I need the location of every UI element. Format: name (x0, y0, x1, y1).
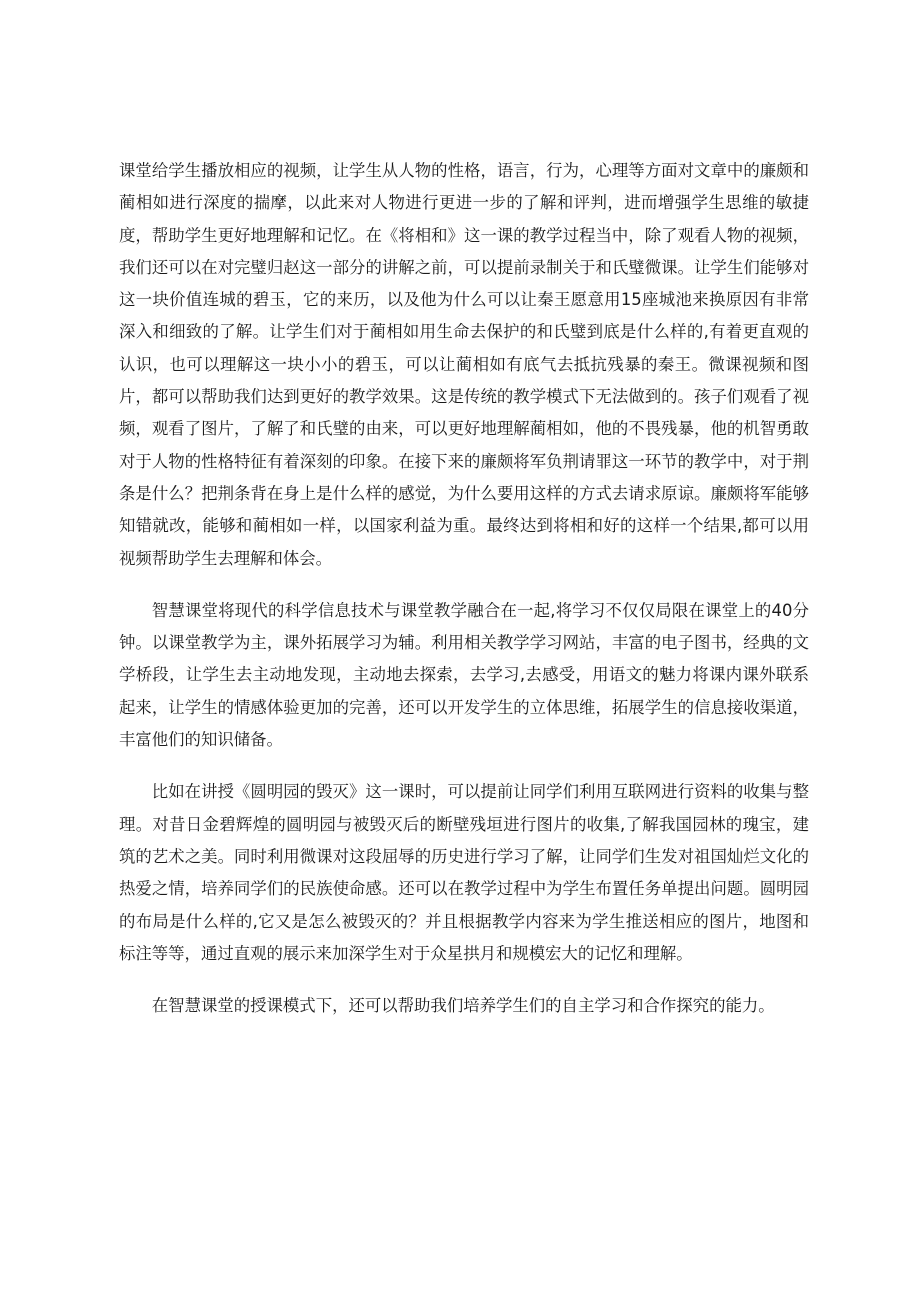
document-body (119, 155, 809, 1022)
paragraph-3: 比如在讲授《圆明园的毁灭》这一课时，可以提前让同学们利用互联网进行资料的收集与整理。对昔日金碧辉煌的圆明园与被毁灭后的断壁残垣进行图片的收集,了解我国园林的瑰宝，建筑的艺术之美。同时利用微课对这段屈辱的历史进行学习了解，让同学们生发对祖国灿烂文化的热爱之情，培养同学们的民族使命感。还可以在教学过程中为学生布置任务单提出问题。圆明园的布局是什么样的,它又是怎么被毁灭的？并且根据教学内容来为学生推送相应的图片，地图和标注等等，通过直观的展示来加深学生对于众星拱月和规模宏大的记忆和理解。 (119, 782, 809, 963)
paragraph-4: 在智慧课堂的授课模式下，还可以帮助我们培养学生们的自主学习和合作探究的能力。 (151, 996, 775, 1016)
paragraph-2: 智慧课堂将现代的科学信息技术与课堂教学融合在一起,将学习不仅仅局限在课堂上的40分钟。以课堂教学为主，课外拓展学习为辅。利用相关教学学习网站，丰富的电子图书，经典的文学桥段，让学生去主动地发现，主动地去探索，去学习,去感受，用语文的魅力将课内课外联系起来，让学生的情感体验更加的完善，还可以开发学生的立体思维，拓展学生的信息接收渠道，丰富他们的知识储备。 (119, 600, 809, 750)
paragraph-1: 课堂给学生播放相应的视频，让学生从人物的性格，语言，行为，心理等方面对文章中的廉颇和蔺相如进行深度的揣摩，以此来对人物进行更进一步的了解和评判，进而增强学生思维的敏捷度，帮助学生更好地理解和记忆。在《将相和》这一课的教学过程当中，除了观看人物的视频，我们还可以在对完璧归赵这一部分的讲解之前，可以提前录制关于和氏璧微课。让学生们能够对这一块价值连城的碧玉，它的来历，以及他为什么可以让秦王愿意用15座城池来换原因有非常深入和细致的了解。让学生们对于蔺相如用生命去保护的和氏璧到底是什么样的,有着更直观的认识，也可以理解这一块小小的碧玉，可以让蔺相如有底气去抵抗残暴的秦王。微课视频和图片，都可以帮助我们达到更好的教学效果。这是传统的教学模式下无法做到的。孩子们观看了视频，观看了图片，了解了和氏璧的由来，可以更好地理解蔺相如，他的不畏残暴，他的机智勇敢对于人物的性格特征有着深刻的印象。在接下来的廉颇将军负荆请罪这一环节的教学中，对于荆条是什么？把荆条背在身上是什么样的感觉，为什么要用这样的方式去请求原谅。廉颇将军能够知错就改，能够和蔺相如一样，以国家利益为重。最终达到将相和好的这样一个结果,都可以用视频帮助学生去理解和体会。 (119, 161, 809, 568)
